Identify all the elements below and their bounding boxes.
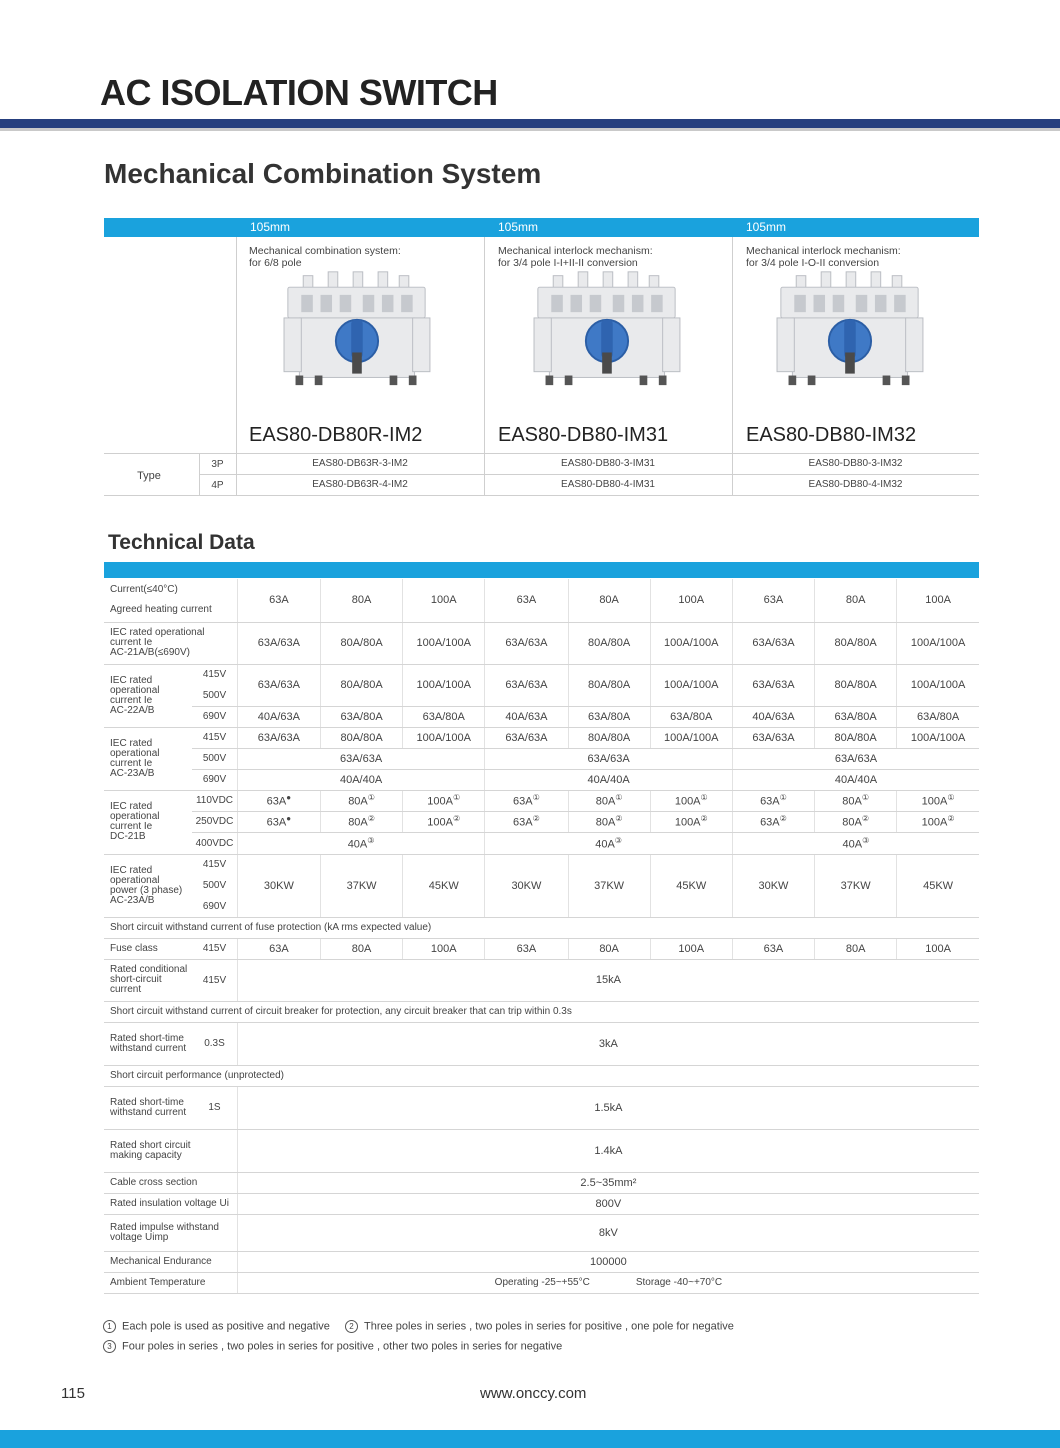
product-image-im2 bbox=[279, 268, 434, 388]
table-row: Ambient Temperature Operating -25~+55°C Storage -40~+70°C bbox=[104, 1272, 979, 1293]
footer-url[interactable]: www.onccy.com bbox=[480, 1385, 587, 1402]
col1-desc: Mechanical combination system: for 6/8 pole bbox=[249, 245, 401, 269]
table-row: 400VDC 40A③ 40A③ 40A③ bbox=[104, 832, 979, 854]
col1-width: 105mm bbox=[250, 220, 291, 234]
col3-width: 105mm bbox=[746, 220, 787, 234]
combo-header-bar bbox=[104, 218, 979, 237]
combo-section-heading: Mechanical Combination System bbox=[104, 158, 542, 189]
col3-desc: Mechanical interlock mechanism: for 3/4 pole I-O-II conversion bbox=[746, 245, 901, 269]
footnote-marker-3: 3 bbox=[103, 1340, 116, 1353]
col-divider bbox=[236, 237, 237, 495]
type-label: Type bbox=[137, 470, 161, 482]
row-divider bbox=[104, 453, 979, 454]
col2-desc: Mechanical interlock mechanism: for 3/4 pole I-I+II-II conversion bbox=[498, 245, 653, 269]
table-row: Rated insulation voltage Ui 800V bbox=[104, 1193, 979, 1214]
footnote-marker-2: 2 bbox=[345, 1320, 358, 1333]
row-divider bbox=[199, 474, 979, 475]
table-row: Short circuit performance (unprotected) bbox=[104, 1065, 979, 1086]
page-number: 115 bbox=[61, 1385, 85, 1402]
tech-section-heading: Technical Data bbox=[108, 531, 255, 554]
table-row: Short circuit withstand current of circuit breaker for protection, any circuit breaker that can trip within 0.3s bbox=[104, 1001, 979, 1022]
table-row: Rated impulse withstand voltage Uimp 8kV bbox=[104, 1214, 979, 1251]
page-title: AC ISOLATION SWITCH bbox=[100, 72, 498, 113]
table-row: Fuse class 415V 63A 80A 100A 63A 80A 100A 63A 80A 100A bbox=[104, 938, 979, 959]
table-row: IEC rated operational current Ie AC-22A/B 415V 63A/63A 80A/80A 100A/100A 63A/63A 80A/80A 100A/100A 63A/63A 80A/80A 100A/100A bbox=[104, 664, 979, 685]
col-divider bbox=[484, 237, 485, 495]
table-row: Mechanical Endurance 100000 bbox=[104, 1251, 979, 1272]
table-row: 500V 63A/63A 63A/63A 63A/63A bbox=[104, 748, 979, 769]
table-row: 690V 40A/63A 63A/80A 63A/80A 40A/63A 63A/80A 63A/80A 40A/63A 63A/80A 63A/80A bbox=[104, 706, 979, 727]
model-name-im32: EAS80-DB80-IM32 bbox=[746, 424, 917, 446]
type-code: EAS80-DB80-4-IM31 bbox=[561, 479, 655, 490]
table-row: Rated short-time withstand current 1S 1.5kA bbox=[104, 1086, 979, 1129]
tech-data-table bbox=[104, 579, 979, 1294]
table-row: IEC rated operational current Ie AC-23A/B 415V 63A/63A 80A/80A 100A/100A 63A/63A 80A/80A 100A/100A 63A/63A 80A/80A 100A/100A bbox=[104, 727, 979, 748]
table-row: 690V bbox=[104, 896, 979, 917]
table-row: IEC rated operational current Ie AC-21A/B(≤690V) 63A/63A 80A/80A 100A/100A 63A/63A 80A/80A 100A/100A 63A/63A 80A/80A 100A/100A bbox=[104, 622, 979, 664]
product-image-im31 bbox=[529, 268, 684, 388]
table-row: Cable cross section 2.5~35mm² bbox=[104, 1172, 979, 1193]
header-rule-shadow bbox=[0, 128, 1060, 131]
footer-bar bbox=[0, 1430, 1060, 1448]
type-code: EAS80-DB80-3-IM31 bbox=[561, 458, 655, 469]
table-row: 500V bbox=[104, 875, 979, 896]
type-4p-label: 4P bbox=[211, 480, 224, 491]
model-name-im2: EAS80-DB80R-IM2 bbox=[249, 424, 423, 446]
table-row: Rated short circuit making capacity 1.4kA bbox=[104, 1129, 979, 1172]
type-3p-label: 3P bbox=[211, 459, 224, 470]
col-divider bbox=[732, 237, 733, 495]
footnote-marker-1: 1 bbox=[103, 1320, 116, 1333]
table-row: Rated short-time withstand current 0.3S 3kA bbox=[104, 1022, 979, 1065]
type-code: EAS80-DB80-4-IM32 bbox=[808, 479, 903, 490]
footnote-row-2: 3 Four poles in series , two poles in series for positive , other two poles in series for negative bbox=[103, 1340, 562, 1353]
model-name-im31: EAS80-DB80-IM31 bbox=[498, 424, 669, 446]
table-row: 690V 40A/40A 40A/40A 40A/40A bbox=[104, 769, 979, 790]
header-rule bbox=[0, 119, 1060, 128]
table-row: 500V bbox=[104, 685, 979, 706]
table-row: Current(≤40°C) Agreed heating current 63A 80A 100A 63A 80A 100A 63A 80A 100A bbox=[104, 579, 979, 622]
table-row: Rated conditional short-circuit current 415V 15kA bbox=[104, 959, 979, 1001]
type-code: EAS80-DB80-3-IM32 bbox=[808, 458, 903, 469]
table-row: Short circuit withstand current of fuse protection (kA rms expected value) bbox=[104, 917, 979, 938]
table-row: IEC rated operational power (3 phase) AC-23A/B 415V 30KW 37KW 45KW 30KW 37KW 45KW 30KW 37KW 45KW bbox=[104, 854, 979, 875]
type-code: EAS80-DB63R-3-IM2 bbox=[312, 458, 408, 469]
combo-table bbox=[104, 218, 979, 498]
footnote-row-1: 1 Each pole is used as positive and negative 2 Three poles in series , two poles in series for positive , one pole for negative bbox=[103, 1320, 734, 1333]
table-row: IEC rated operational current Ie DC-21B 110VDC 63A● 80A① 100A① 63A① 80A① 100A① 63A① 80A① 100A① bbox=[104, 790, 979, 811]
table-row: 250VDC 63A● 80A② 100A② 63A② 80A② 100A② 63A② 80A② 100A② bbox=[104, 811, 979, 832]
col2-width: 105mm bbox=[498, 220, 539, 234]
row-divider bbox=[104, 495, 979, 496]
product-image-im32 bbox=[772, 268, 927, 388]
tech-header-bar bbox=[104, 562, 979, 578]
type-code: EAS80-DB63R-4-IM2 bbox=[312, 479, 408, 490]
